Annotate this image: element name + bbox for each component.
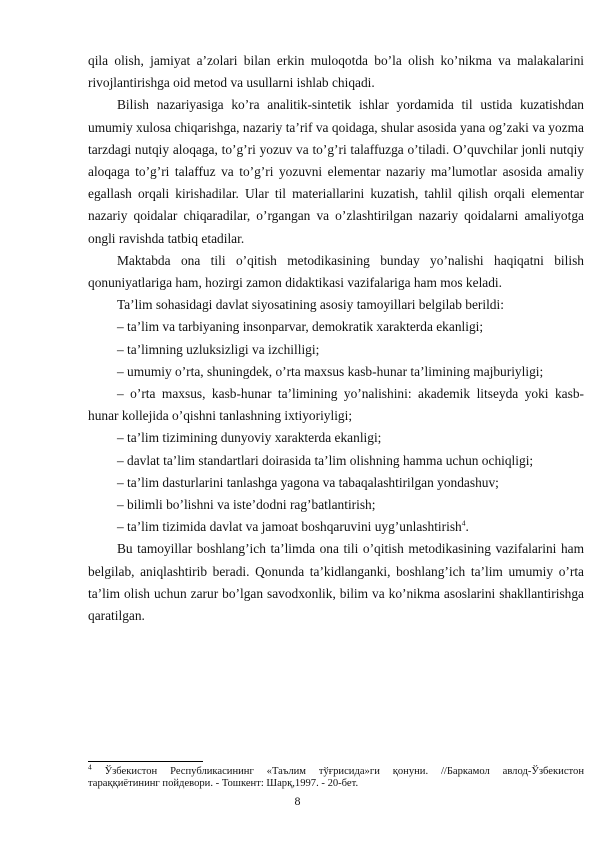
list-item-end: . [465,519,469,535]
list-item: – davlat ta’lim standartlari doirasida ta’lim olishning hamma uchun ochiqligi; [117,452,534,468]
list-item: – o’rta maxsus, kasb-hunar ta’limining yo’nalishini: akademik litseyda yoki kasb-hunar kollejida o’qishni tanlashning ixtiyoriyligi; [88,386,584,424]
list-item-with-footnote [88,516,584,538]
footnote-reference[interactable]: 4 [461,518,466,528]
footnote-text: Ўзбекистон Республикасининг «Таълим тўғрисида»ги қонуни. //Баркамол авлод-Ўзбекистон тараққиётининг пойдевори. - Тошкент: Шарқ,1997. - 20-бет. [88,766,584,790]
footnote [88,762,584,790]
paragraph-theory: Bilish nazariyasiga ko’ra analitik-sintetik ishlar yordamida til ustida kuzatishdan umumiy xulosa chiqarishga, nazariy ta’rif va qoidaga, shular asosida yana og’zaki va yozma tarzdagi nutqiy aloqaga, to’g’ri yozuv va to’g’ri talaffuzga o’tiladi. O’quvchilar jonli nutqiy aloqaga to’g’ri talaffuz va to’g’ri yozuvni elementar nazariy ma’lumotlar asosida amaliy egallash orqali kirishadilar. Ular til materiallarini kuzatish, tahlil qilish orqali elementar nazariy qoidalar chiqaradilar, o’rgangan va o’zlashtirilgan nazariy qoidalarni amaliyotga ongli ravishda tatbiq etadilar. [88,97,584,246]
footnote-separator [88,761,203,762]
list-item: – umumiy o’rta, shuningdek, o’rta maxsus kasb-hunar ta’limining majburiyligi; [117,363,544,379]
list-item: – ta’limning uzluksizligi va izchilligi; [117,341,320,357]
paragraph-conclusion: Bu tamoyillar boshlang’ich ta’limda ona tili o’qitish metodikasining vazifalarini ham belgilab, aniqlashtirib beradi. Qonunda ta’kidlanganki, boshlang’ich ta’lim umumiy o’rta ta’lim olish uchun zarur bo’lgan savodxonlik, bilim va ko’nikma asoslarini shakllantirishga qaratilgan. [88,541,584,624]
paragraph-continuation: qila olish, jamiyat a’zolari bilan erkin muloqotda bo’la olish ko’nikma va malakalarini rivojlantirishga oid metod va usullarni ishlab chiqadi. [88,53,584,91]
list-item: – ta’lim dasturlarini tanlashga yagona va tabaqalashtirilgan yondashuv; [117,474,499,490]
paragraph-principles-intro: Ta’lim sohasidagi davlat siyosatining asosiy tamoyillari belgilab berildi: [117,297,504,313]
list-item: – ta’lim va tarbiyaning insonparvar, demokratik xarakterda ekanligi; [117,319,484,335]
list-item-text: – ta’lim tizimida davlat va jamoat boshqaruvini uyg’unlashtirish [117,519,462,535]
page-body [88,50,584,627]
paragraph-school: Maktabda ona tili o’qitish metodikasining bunday yo’nalishi haqiqatni bilish qonuniyatlariga ham, hozirgi zamon didaktikasi vazifalariga ham mos keladi. [88,252,584,291]
list-item: – bilimli bo’lishni va iste’dodni rag’batlantirish; [117,497,376,513]
list-item: – ta’lim tizimining dunyoviy xarakterda ekanligi; [117,430,382,446]
footnote-marker: 4 [88,762,92,772]
page-number: 8 [294,794,301,808]
